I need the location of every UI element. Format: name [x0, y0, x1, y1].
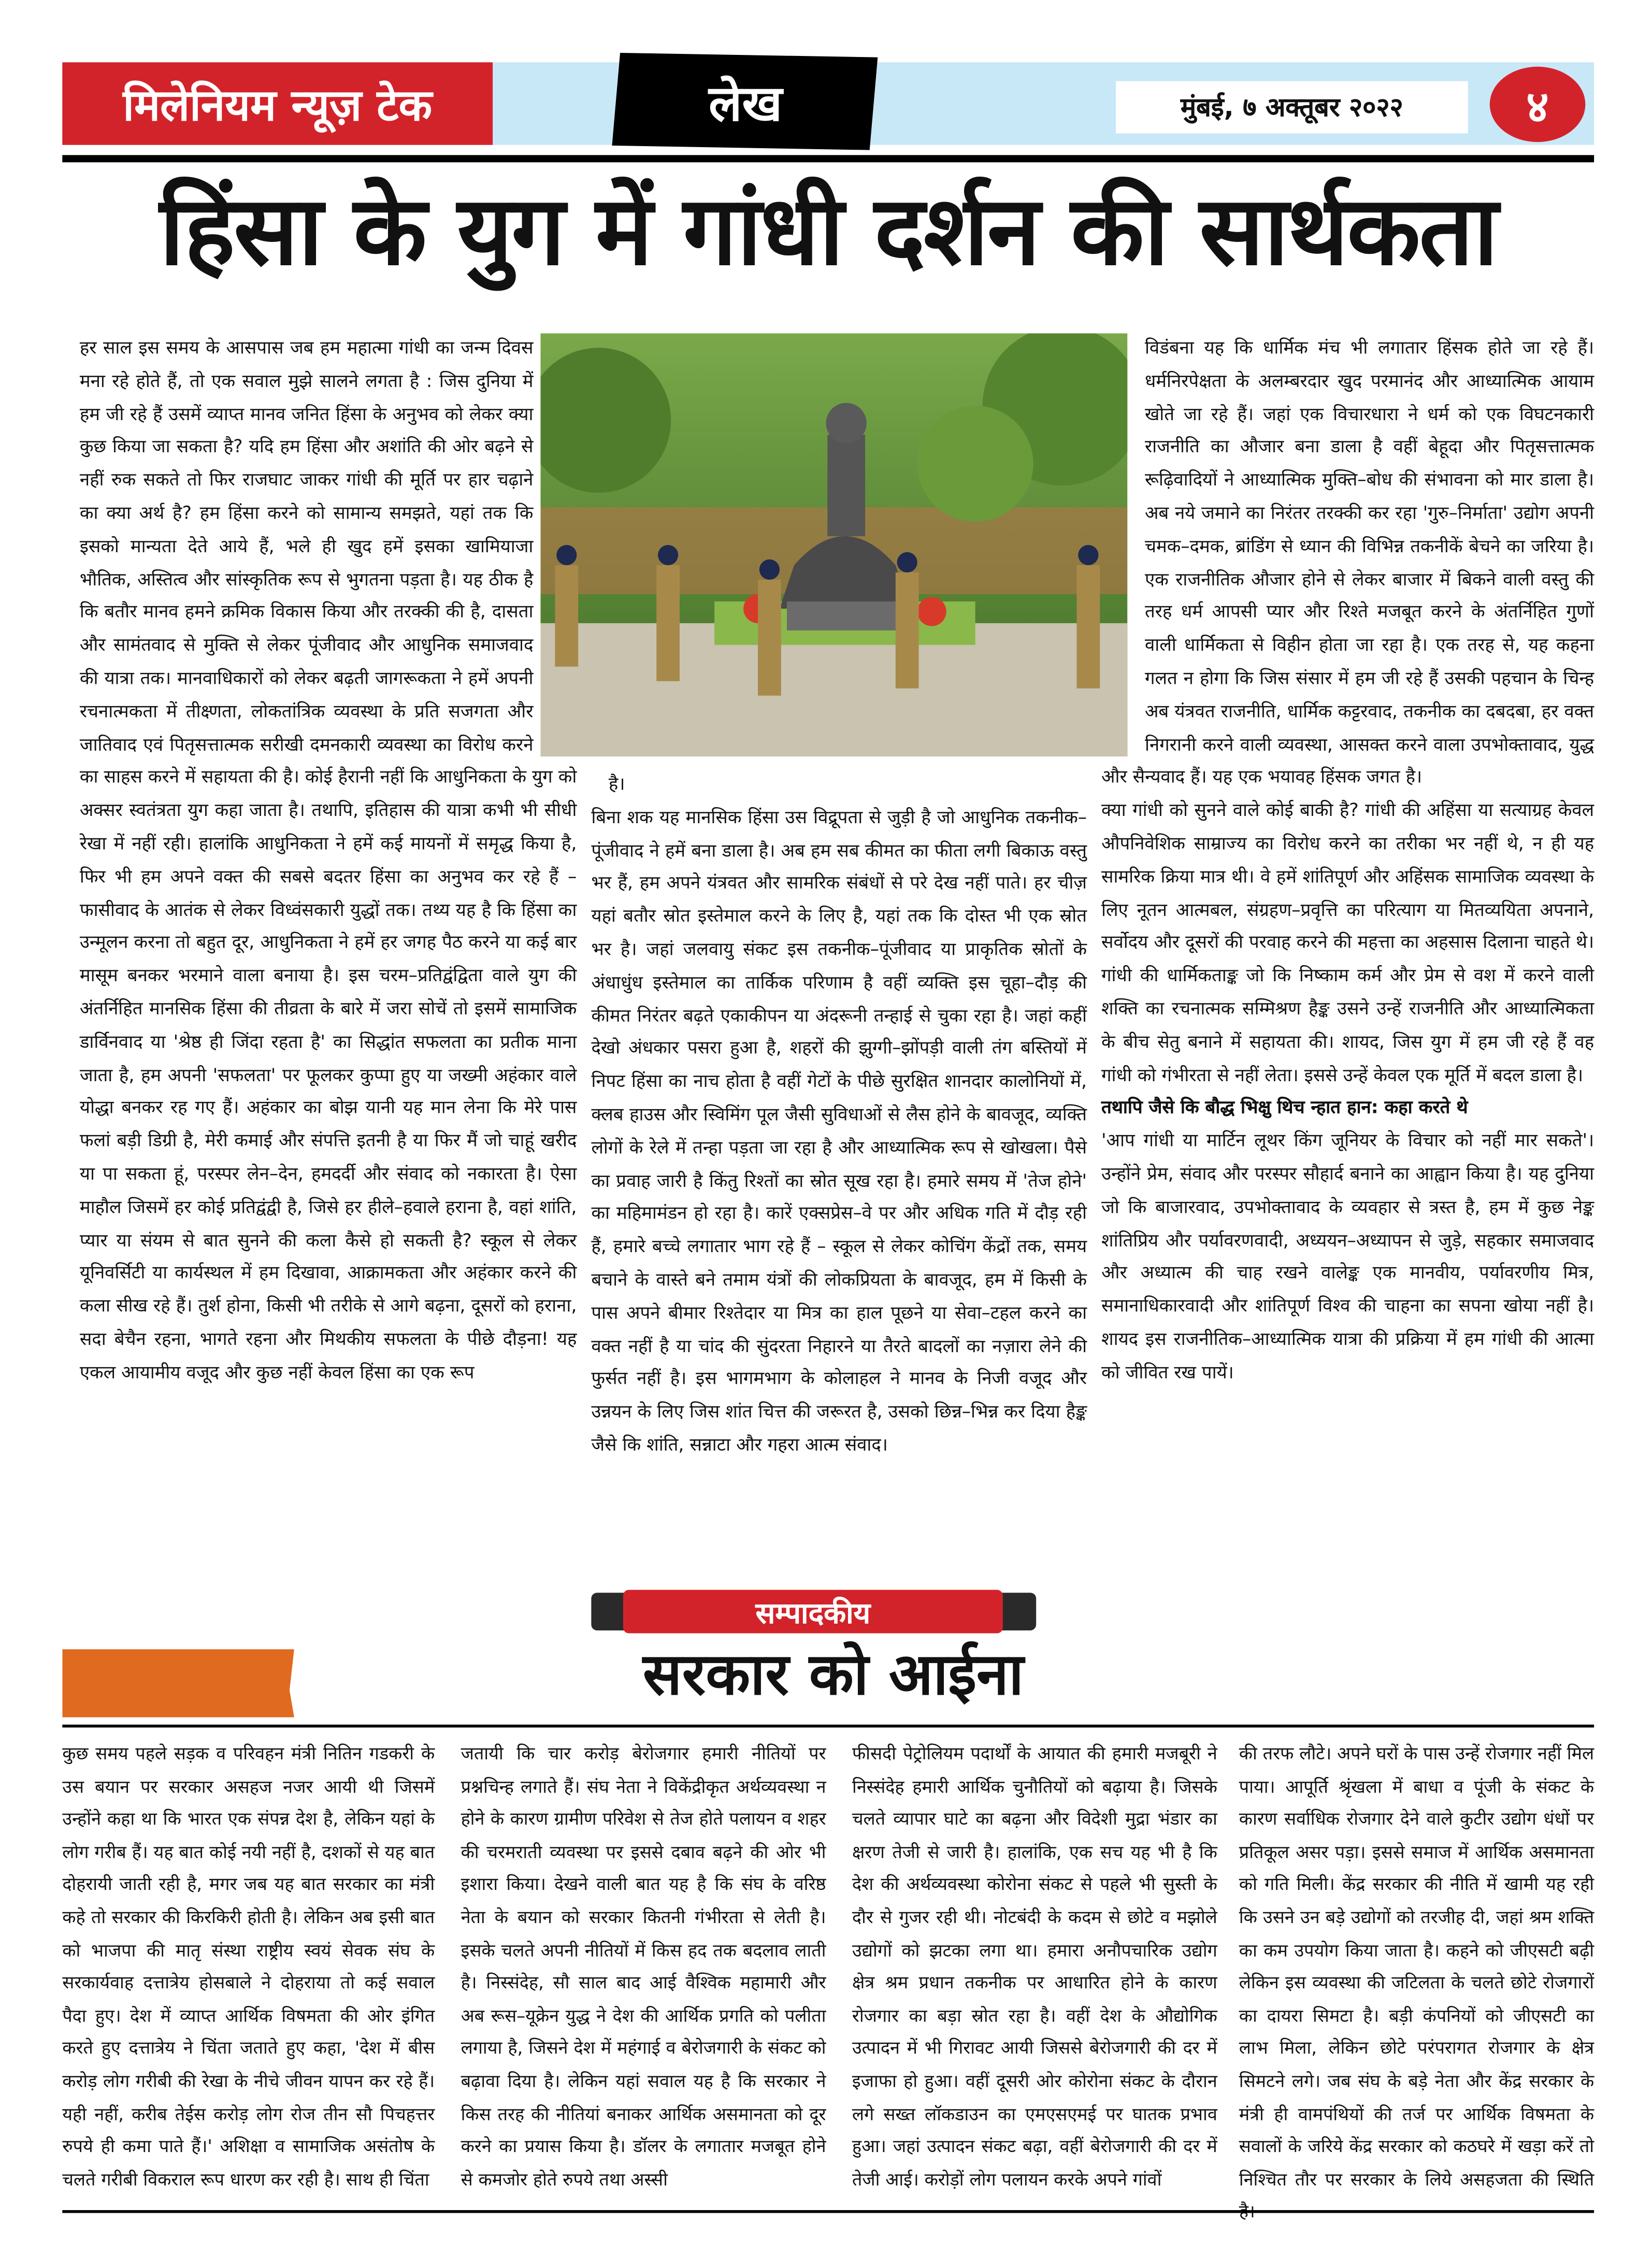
article-column-1 — [80, 332, 577, 1389]
editorial-label: सम्पादकीय — [623, 1590, 1003, 1633]
header-rule — [62, 155, 1594, 162]
article-text: हर साल इस समय के आसपास जब हम महात्मा गांधी का जन्म दिवस मना रहे होते हैं, तो एक सवाल मुझे सालने लगता है : जिस दुनिया में हम जी रहे हैं उसमें व्याप्त मानव जनित हिंसा के अनुभव को लेकर क्या कुछ किया जा सकता है? यदि हम हिंसा और अशांति की ओर बढ़ने से नहीं रुक सकते तो फिर राजघाट जाकर गांधी की मूर्ति पर हार चढ़ाने का क्या अर्थ है? हम हिंसा करने को सामान्य समझते, यहां तक कि इसको मान्यता देते आये हैं, भले ही खुद हमें इसका खामियाजा भौतिक, अस्तित्व और सांस्कृतिक रूप से भुगतना पड़ता है। यह ठीक है कि बतौर मानव हमने क्रमिक विकास किया और तरक्की की है, दासता और सामंतवाद से मुक्ति से लेकर पूंजीवाद और आधुनिक समाजवाद की यात्रा तक। मानवाधिकारों को लेकर बढ़ती जागरूकता ने हमें अपनी रचनात्मकता में तीक्ष्णता, लोकतांत्रिक व्यवस्था के प्रति सजगता और जातिवाद एवं पितृसत्तात्मक सरीखी दमनकारी व्यवस्था का विरोध करने का साहस करने में सहायता की है। कोई हैरानी नहीं कि आधुनिकता के युग को अक्सर स्वतंत्रता युग कहा जाता है। तथापि, इतिहास की यात्रा कभी भी सीधी रेखा में नहीं रही। हालांकि आधुनिकता ने हमें कई मायनों में समृद्ध किया है, फिर भी हम अपने वक्त की सबसे बदतर हिंसा का अनुभव कर रहे हैं – फासीवाद के आतंक से लेकर विध्वंसकारी युद्धों तक। तथ्य यह है कि हिंसा का उन्मूलन करना तो बहुत दूर, आधुनिकता ने हमें हर जगह पैठ करने या कई बार मासूम बनकर भरमाने वाला बनाया है। इस चरम–प्रतिद्वंद्विता वाले युग की अंतर्निहित मानसिक हिंसा की तीव्रता के बारे में जरा सोचें तो इसमें सामाजिक डार्विनवाद या 'श्रेष्ठ ही जिंदा रहता है' का सिद्धांत सफलता का प्रतीक माना जाता है, हम अपनी 'सफलता' पर फूलकर कुप्पा हुए या जख्मी अहंकार वाले योद्धा बनकर रह गए हैं। अहंकार का बोझ यानी यह मान लेना कि मेरे पास फलां बड़ी डिग्री है, मेरी कमाई और संपत्ति इतनी है या फिर मैं जो चाहूं खरीद या पा सकता हूं, परस्पर लेन–देन, हमदर्दी और संवाद को नकारता है। ऐसा माहौल जिसमें हर कोई प्रतिद्वंद्वी है, जिसे हर हीले–हवाले हराना है, वहां शांति, प्यार या संयम से बात सुनने की कला कैसे हो सकती है? स्कूल से लेकर यूनिवर्सिटी या कार्यस्थल में हम दिखावा, आक्रामकता और अहंकार करने की कला सीख रहे हैं। तुर्श होना, किसी भी तरीके से आगे बढ़ना, दूसरों को हराना, सदा बेचैन रहना, भागते रहना और मिथकीय सफलता के पीछे दौड़ना! यह एकल आयामीय वजूद और कुछ नहीं केवल हिंसा का एक रूप — [79, 336, 577, 1382]
article-text: 'आप गांधी या मार्टिन लूथर किंग जूनियर के विचार को नहीं मार सकते'। उन्होंने प्रेम, संवाद और परस्पर सौहार्द बनाने का आह्वान किया है। यह दुनिया जो कि बाजारवाद, उपभोक्तावाद के व्यवहार से त्रस्त है, हम में कुछ नेङ्क शांतिप्रिय और पर्यावरणवादी, अध्ययन–अध्यापन से जुड़े, सहकार समाजवाद और अध्यात्म की चाह रखने वालेङ्क एक मानवीय, पर्यावरणीय मित्र, समानाधिकारवादी और शांतिपूर्ण विश्व की चाहना का सपना खोया नहीं है। शायद इस राजनीतिक–आध्यात्मिक यात्रा की प्रक्रिया में हम गांधी की आत्मा को जीवित रख पायें। — [1101, 1129, 1594, 1382]
brand-text: मिलेनियम न्यूज़ टेक — [123, 81, 433, 132]
editorial-column-3: फीसदी पेट्रोलियम पदार्थों के आयात की हमारी मजबूरी ने निस्संदेह हमारी आर्थिक चुनौतियों को बढ़ाया है। जिसके चलते व्यापार घाटे का बढ़ना और विदेशी मुद्रा भंडार का क्षरण तेजी से जारी है। हालांकि, एक सच यह भी है कि देश की अर्थव्यवस्था कोरोना संकट से पहले भी सुस्ती के दौर से गुजर रही थी। नोटबंदी के कदम से छोटे व मझोले उद्योगों को झटका लगा था। हमारा अनौपचारिक उद्योग क्षेत्र श्रम प्रधान तकनीक पर आधारित होने के कारण रोजगार का बड़ा स्रोत रहा है। वहीं देश के औद्योगिक उत्पादन में भी गिरावट आयी जिससे बेरोजगारी की दर में इजाफा हो हुआ। वहीं दूसरी ओर कोरोना संकट के दौरान लगे सख्त लॉकडाउन का एमएसएमई पर घातक प्रभाव हुआ। जहां उत्पादन संकट बढ़ा, वहीं बेरोजगारी की दर में तेजी आई। करोड़ों लोग पलायन करके अपने गांवों — [852, 1743, 1217, 2190]
editorial-rule — [62, 1725, 1594, 1727]
issue-date: मुंबई, ७ अक्तूबर २०२२ — [1116, 81, 1468, 134]
section-text: लेख — [708, 75, 782, 134]
footer-rule — [62, 2210, 1594, 2213]
decorative-orange-block — [62, 1649, 294, 1717]
editorial-title: सरकार को आईना — [642, 1642, 1024, 1709]
editorial-column-1: कुछ समय पहले सड़क व परिवहन मंत्री नितिन गडकरी के उस बयान पर सरकार असहज नजर आयी थी जिसमें उन्होंने कहा था कि भारत एक संपन्न देश है, लेकिन यहां के लोग गरीब हैं। यह बात कोई नयी नहीं है, दशकों से यह बात दोहरायी जाती रही है, मगर जब यह बात सरकार का मंत्री कहे तो सरकार की किरकिरी होती है। लेकिन अब इसी बात को भाजपा की मातृ संस्था राष्ट्रीय स्वयं सेवक संघ के सरकार्यवाह दत्तात्रेय होसबाले ने दोहराया तो कई सवाल पैदा हुए। देश में व्याप्त आर्थिक विषमता की ओर इंगित करते हुए दत्तात्रेय ने चिंता जताते हुए कहा, 'देश में बीस करोड़ लोग गरीबी की रेखा के नीचे जीवन यापन कर रहे हैं। यही नहीं, करीब तेईस करोड़ लोग रोज तीन सौ पिचहत्तर रुपये ही कमा पाते हैं।' अशिक्षा व सामाजिक असंतोष के चलते गरीबी विकराल रूप धारण कर रही है। साथ ही चिंता — [62, 1743, 435, 2190]
editorial-column-4: की तरफ लौटे। अपने घरों के पास उन्हें रोजगार नहीं मिल पाया। आपूर्ति श्रृंखला में बाधा व पूंजी के संकट के कारण सर्वाधिक रोजगार देने वाले कुटीर उद्योग धंधों पर प्रतिकूल असर पड़ा। इससे समाज में आर्थिक असमानता को गति मिली। केंद्र सरकार की नीति में खामी यह रही कि उसने उन बड़े उद्योगों को तरजीह दी, जहां श्रम शक्ति का कम उपयोग किया जाता है। कहने को जीएसटी बढ़ी लेकिन इस व्यवस्था की जटिलता के चलते छोटे रोजगारों का दायरा सिमटा है। बड़ी कंपनियों को जीएसटी का लाभ मिला, लेकिन छोटे परंपरागत रोजगार के क्षेत्र सिमटने लगे। जब संघ के बड़े नेता और केंद्र सरकार के मंत्री ही वामपंथियों की तर्ज पर आर्थिक विषमता के सवालों के जरिये केंद्र सरकार को कठघरे में खड़ा करें तो निश्चित तौर पर सरकार के लिये असहजता की स्थिति — [1239, 1743, 1594, 2190]
section-label — [612, 53, 878, 150]
article-column-2 — [591, 768, 1087, 1462]
newspaper-brand — [62, 62, 493, 145]
editorial-column-2: जतायी कि चार करोड़ बेरोजगार हमारी नीतियों पर प्रश्नचिन्ह लगाते हैं। संघ नेता ने विकेंद्रीकृत अर्थव्यवस्था न होने के कारण ग्रामीण परिवेश से तेज होते पलायन व शहर की चरमराती व्यवस्था पर इससे दबाव बढ़ने की ओर भी इशारा किया। देखने वाली बात यह है कि संघ के वरिष्ठ नेता के बयान को सरकार कितनी गंभीरता से लेती है। इसके चलते अपनी नीतियों में किस हद तक बदलाव लाती है। निस्संदेह, सौ साल बाद आई वैश्विक महामारी और अब रूस–यूक्रेन युद्ध ने देश की आर्थिक प्रगति को पलीता लगाया है, जिसने देश में महंगाई व बेरोजगारी के संकट को बढ़ावा दिया है। लेकिन यहां सवाल यह है कि सरकार ने किस तरह की नीतियां बनाकर आर्थिक असमानता को दूर करने का प्रयास किया है। डॉलर के लगातार मजबूत होने से कमजोर होते रुपये तथा अस्सी — [461, 1743, 826, 2190]
gandhi-statue-photo — [540, 333, 1127, 756]
article-headline: हिंसा के युग में गांधी दर्शन की सार्थकता — [159, 175, 1497, 287]
article-column-3 — [1101, 332, 1594, 1389]
article-text: है। — [608, 772, 625, 794]
article-text: बिना शक यह मानसिक हिंसा उस विद्रूपता से जुड़ी है जो आधुनिक तकनीक–पूंजीवाद ने हमें बना डाला है। अब हम सब कीमत का फीता लगी बिकाऊ वस्तु भर हैं, हम अपने यंत्रवत और सामरिक संबंधों से परे देख नहीं पाते। हर चीज़ यहां बतौर स्रोत इस्तेमाल करने के लिए है, यहां तक कि दोस्त भी एक स्रोत भर है। जहां जलवायु संकट इस तकनीक–पूंजीवाद या प्राकृतिक स्रोतों के अंधाधुंध इस्तेमाल का तार्किक परिणाम है वहीं व्यक्ति इस चूहा–दौड़ की कीमत निरंतर बढ़ते एकाकीपन या अंदरूनी तन्हाई से चुका रहा है। जहां कहीं देखो अंधकार पसरा हुआ है, शहरों की झुग्गी–झोंपड़ी वाली तंग बस्तियों में निपट हिंसा का नाच होता है वहीं गेटों के पीछे सुरक्षित शानदार कालोनियों में, क्लब हाउस और स्विमिंग पूल जैसी सुविधाओं से लैस होने के बावजूद, व्यक्ति लोगों के रेले में तन्हा पड़ता जा रहा है और आध्यात्मिक रूप से खोखला। पैसे का प्रवाह जारी है किंतु रिश्तों का स्रोत सूख रहा है। हमारे समय में 'तेज होने' का महिमामंडन हो रहा है। कारें एक्सप्रेस–वे पर और अधिक गति में दौड़ रही हैं, हमारे बच्चे लगातार भाग रहे हैं – स्कूल से लेकर कोचिंग केंद्रों तक, समय बचाने के वास्ते बने तमाम यंत्रों की लोकप्रियता के बावजूद, हम में किसी के पास अपने बीमार रिश्तेदार या मित्र का हाल पूछने या सेवा–टहल करने का वक्त नहीं है या चांद की सुंदरता निहारने या तैरते बादलों का नज़ारा लेने की फुर्सत नहीं है। इस भागमभाग के कोलाहल ने मानव के निजी वजूद और उन्नयन के लिए जिस शांत चित्त की जरूरत है, उसको छिन्न–भिन्न कर दिया हैङ्क जैसे कि शांति, सन्नाटा और गहरा आत्म संवाद। — [591, 805, 1087, 1455]
article-text: क्या गांधी को सुनने वाले कोई बाकी है? गांधी की अहिंसा या सत्याग्रह केवल औपनिवेशिक साम्राज्य का विरोध करने का तरीका भर नहीं थे, न ही यह सामरिक क्रिया मात्र थी। वे हमें शांतिपूर्ण और अहिंसक सामाजिक व्यवस्था के लिए नूतन आत्मबल, संग्रहण–प्रवृत्ति का परित्याग या मितव्ययिता अपनाने, सर्वोदय और दूसरों की परवाह करने की महत्ता का अहसास दिलाना चाहते थे। गांधी की धार्मिकताङ्क जो कि निष्काम कर्म और प्रेम से वश में करने वाली शक्ति का रचनात्मक सम्मिश्रण हैङ्क उसने उन्हें राजनीति और आध्यात्मिकता के बीच सेतु बनाने में सहायता की। शायद, जिस युग में हम जी रहे हैं वह गांधी को गंभीरता से नहीं लेता। इससे उन्हें केवल एक मूर्ति में बदल डाला है। — [1101, 798, 1594, 1085]
article-subheading: तथापि जैसे कि बौद्ध भिक्षु थिच न्हात हान: कहा करते थे — [1101, 1096, 1468, 1118]
page-number: ४ — [1490, 67, 1586, 142]
article-text: विडंबना यह कि धार्मिक मंच भी लगातार हिंसक होते जा रहे हैं। धर्मनिरपेक्षता के अलम्बरदार खुद परमानंद और आध्यात्मिक आयाम खोते जा रहे हैं। जहां एक विचारधारा ने धर्म को एक विघटनकारी राजनीति का औजार बना डाला है वहीं बेहूदा और पितृसत्तात्मक रूढ़िवादियों ने आध्यात्मिक मुक्ति–बोध की संभावना को मार डाला है। अब नये जमाने का निरंतर तरक्की कर रहा 'गुरु–निर्माता' उद्योग अपनी चमक–दमक, ब्रांडिंग से ध्यान की विभिन्न तकनीकें बेचने का जरिया है। एक राजनीतिक औजार होने से लेकर बाजार में बिकने वाली वस्तु की तरह धर्म आपसी प्यार और रिश्ते मजबूत करने के अंतर्निहित गुणों वाली धार्मिकता से विहीन होता जा रहा है। एक तरह से, यह कहना गलत न होगा कि जिस संसार में हम जी रहे हैं उसकी पहचान के चिन्ह अब यंत्रवत राजनीति, धार्मिक कट्टरवाद, तकनीक का दबदबा, हर वक्त निगरानी करने वाली व्यवस्था, आसक्त करने वाला उपभोक्तावाद, युद्ध और सैन्यवाद हैं। यह एक भयावह हिंसक जगत है। — [1101, 336, 1594, 787]
